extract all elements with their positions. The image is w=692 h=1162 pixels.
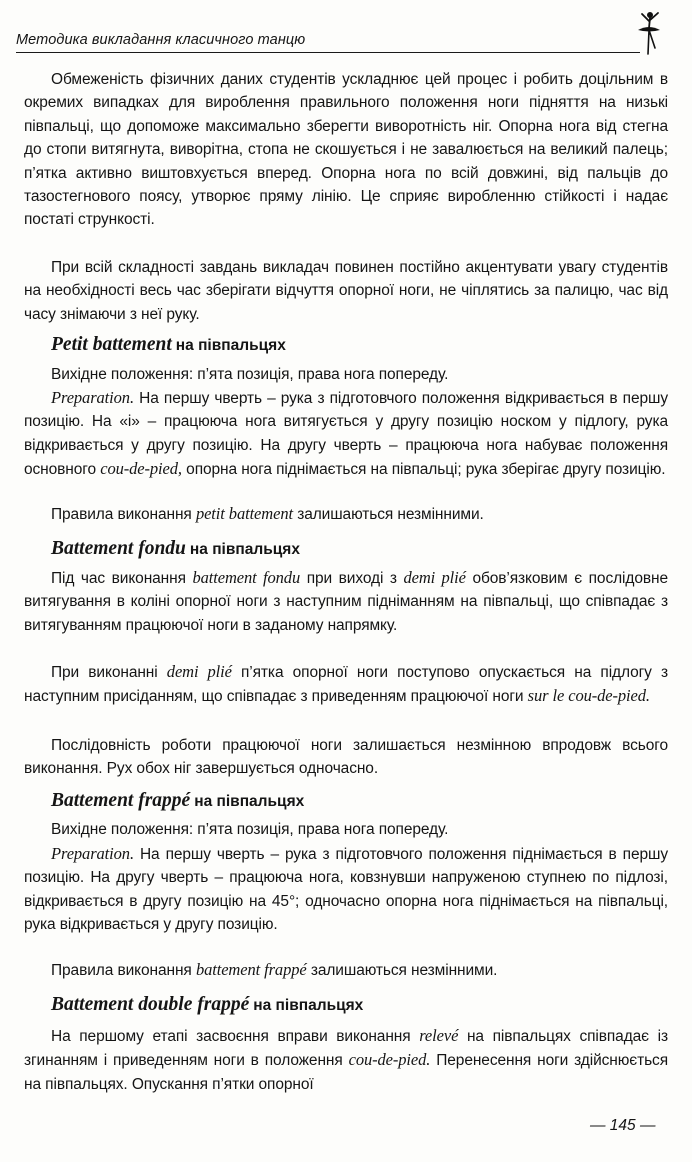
header-rule [16, 52, 640, 53]
term-battement-fondu: battement fondu [192, 568, 301, 587]
section-heading-title: Battement fondu [51, 538, 186, 559]
ballerina-silhouette-icon [630, 8, 666, 58]
section-heading-subtitle: на півпальцях [175, 337, 286, 354]
term-petit-battement: petit battement [195, 504, 293, 523]
section-heading-battement-fondu [51, 538, 300, 560]
preparation-text: На першу чверть – рука з підготовчого положення відкривається в першу позицію. На «і» – працююча нога витягується у другу позицію носком у підлогу, рука відкривається у другу позицію. На другу чверть – працююча нога набуває положення основного [24, 390, 668, 479]
body-paragraph [24, 660, 668, 709]
preparation-text: опорна нога піднімається на півпальці; рука зберігає другу позицію. [186, 461, 666, 479]
section-heading-battement-double-frappe [51, 994, 363, 1016]
running-head-title: Методика викладання класичного танцю [16, 32, 306, 48]
term-battement-frappe: battement frappé [195, 960, 307, 979]
section-heading-title: Battement double frappé [51, 994, 250, 1015]
body-text: Під час виконання [51, 570, 186, 587]
preparation-label: Preparation. [51, 844, 134, 863]
section-heading-subtitle: на півпальцях [189, 541, 300, 558]
rules-suffix: залишаються незмінними. [297, 506, 484, 523]
body-text: обов’язковим є послідовне витягування в коліні опорної ноги з наступним підніманням на півпальці, що співпадає з витягуванням працюючої ноги в заданому напрямку. [24, 570, 668, 634]
body-text: п’ятка опорної ноги поступово опускається на підлогу з наступним присіданням, що співпадає з приведенням працюючої ноги [24, 664, 669, 706]
body-text: на півпальцях співпадає із згинанням і приведенням ноги в положення [24, 1028, 668, 1070]
section-heading-subtitle: на півпальцях [194, 793, 305, 810]
section-heading-subtitle: на півпальцях [253, 997, 364, 1014]
body-paragraph [24, 566, 668, 637]
section-heading-petit-battement [51, 334, 286, 356]
term-demi-plie: demi plié [166, 662, 232, 681]
start-position-paragraph: Вихідне положення: п’ята позиція, права нога попереду. [51, 366, 449, 383]
term-demi-plie: demi plié [403, 568, 466, 587]
body-text: При виконанні [51, 664, 158, 681]
body-text: Перенесення ноги здійснюється на півпальцях. Опускання п’ятки опорної [24, 1052, 668, 1093]
preparation-text: На першу чверть – рука з підготовчого положення піднімається в першу позицію. На другу чверть – працююча нога, ковзнувши напруженою ступнею по підлозі, відкривається в другу позицію на 45°; одночасно опорна нога піднімається на півпальці, рука відкривається у другу позицію. [24, 846, 668, 934]
rules-prefix: Правила виконання [51, 962, 192, 979]
running-head [16, 30, 678, 54]
body-text: На першому етапі засвоєння вправи виконання [51, 1028, 411, 1045]
page-number: — 145 — [590, 1117, 656, 1134]
term-releve: relevé [419, 1026, 459, 1045]
rules-paragraph [24, 502, 668, 526]
rules-suffix: залишаються незмінними. [310, 962, 498, 979]
term-cou-de-pied: cou-de-pied, [100, 459, 182, 479]
preparation-paragraph [24, 842, 668, 937]
section-heading-title: Battement frappé [51, 790, 191, 811]
body-paragraph: При всій складності завдань викладач повинен постійно акцентувати увагу студентів на необхідності весь час зберігати відчуття опорної ноги, не чіплятись за палицю, час від часу знімаючи з неї руку. [24, 259, 668, 323]
body-paragraph: Послідовність роботи працюючої ноги залишається незмінною впродовж всього виконання. Рух обох ніг завершується одночасно. [24, 737, 668, 778]
body-paragraph: Обмеженість фізичних даних студентів ускладнює цей процес і робить доцільним в окремих випадках для вироблення правильного положення ноги підняття на низькі півпальці, що допоможе максимально зберегти виворотність ніг. Опорна нога від стегна до стопи витягнута, виворітна, стопа не скошується і не завалюється на великий палець; п’ятка активно виштовхується вперед. Опорна нога по всій довжині, від пальців до тазостегнового поясу, утворює пряму лінію. Це сприяє виробленню стійкості і надає постаті стрункості. [24, 71, 668, 229]
section-heading-battement-frappe [51, 790, 304, 812]
rules-prefix: Правила виконання [51, 506, 192, 523]
body-text: при виході з [306, 570, 397, 587]
preparation-label: Preparation. [51, 388, 134, 407]
term-cou-de-pied: cou-de-pied. [348, 1050, 431, 1070]
preparation-paragraph [24, 386, 668, 482]
body-paragraph [24, 1024, 668, 1096]
rules-paragraph [24, 958, 668, 982]
section-heading-title: Petit battement [51, 334, 172, 355]
start-position-paragraph: Вихідне положення: п’ята позиція, права нога попереду. [51, 821, 449, 838]
term-sur-le-cou-de-pied: sur le cou-de-pied. [527, 686, 650, 706]
